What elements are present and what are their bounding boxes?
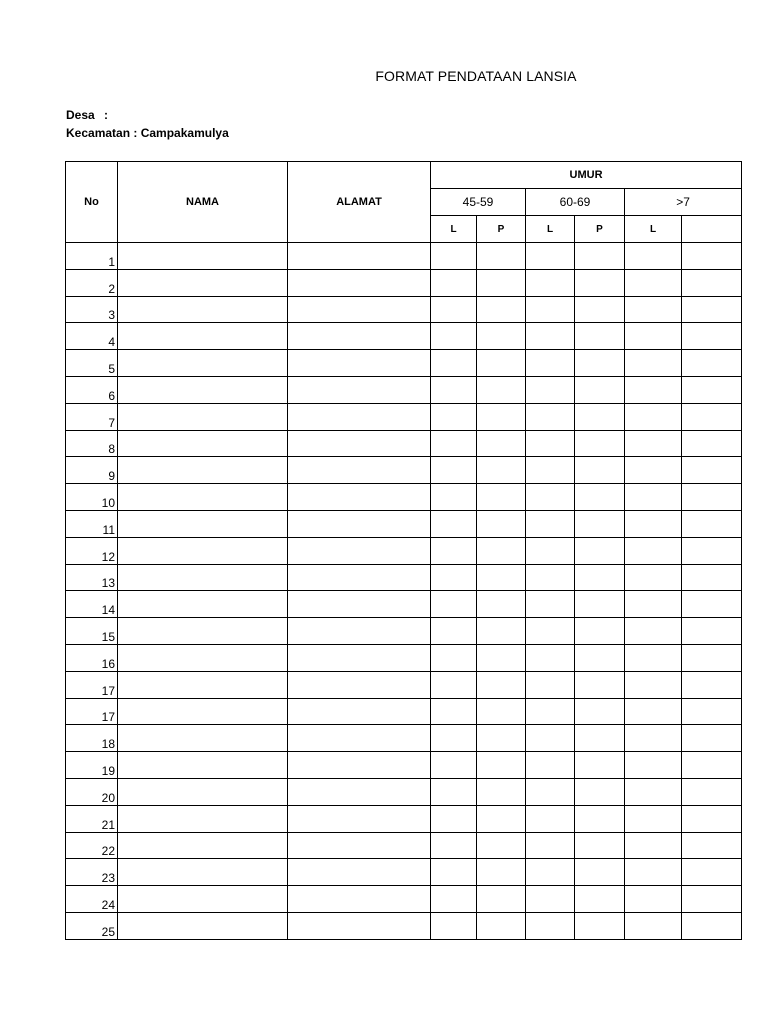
cell-70-p[interactable]	[682, 269, 742, 296]
cell-alamat[interactable]	[288, 698, 431, 725]
cell-70-p[interactable]	[682, 698, 742, 725]
cell-70-l[interactable]	[625, 671, 682, 698]
cell-45-59-l[interactable]	[431, 591, 477, 618]
cell-70-p[interactable]	[682, 725, 742, 752]
cell-45-59-l[interactable]	[431, 243, 477, 270]
cell-45-59-p[interactable]	[477, 725, 526, 752]
cell-nama[interactable]	[118, 859, 288, 886]
cell-nama[interactable]	[118, 725, 288, 752]
cell-60-69-l[interactable]	[526, 430, 575, 457]
cell-nama[interactable]	[118, 644, 288, 671]
cell-alamat[interactable]	[288, 564, 431, 591]
cell-alamat[interactable]	[288, 859, 431, 886]
row-number: 24	[66, 886, 118, 913]
row-number: 9	[66, 457, 118, 484]
cell-45-59-p[interactable]	[477, 403, 526, 430]
cell-alamat[interactable]	[288, 510, 431, 537]
table-row	[66, 564, 742, 591]
cell-70-p[interactable]	[682, 859, 742, 886]
table-row	[66, 269, 742, 296]
cell-45-59-l[interactable]	[431, 618, 477, 645]
cell-nama[interactable]	[118, 778, 288, 805]
cell-60-69-p[interactable]	[575, 778, 625, 805]
cell-60-69-l[interactable]	[526, 832, 575, 859]
row-number: 20	[66, 778, 118, 805]
cell-alamat[interactable]	[288, 832, 431, 859]
cell-alamat[interactable]	[288, 752, 431, 779]
cell-60-69-l[interactable]	[526, 752, 575, 779]
desa-line	[66, 108, 108, 122]
cell-nama[interactable]	[118, 430, 288, 457]
cell-60-69-l[interactable]	[526, 644, 575, 671]
cell-70-l[interactable]	[625, 618, 682, 645]
cell-70-l[interactable]	[625, 323, 682, 350]
cell-60-69-p[interactable]	[575, 376, 625, 403]
cell-alamat[interactable]	[288, 805, 431, 832]
cell-nama[interactable]	[118, 698, 288, 725]
cell-60-69-l[interactable]	[526, 805, 575, 832]
header-umur: UMUR	[431, 162, 742, 189]
cell-70-p[interactable]	[682, 243, 742, 270]
cell-45-59-p[interactable]	[477, 778, 526, 805]
table-row	[66, 376, 742, 403]
cell-nama[interactable]	[118, 403, 288, 430]
cell-45-59-p[interactable]	[477, 296, 526, 323]
cell-45-59-p[interactable]	[477, 886, 526, 913]
data-sheet	[65, 161, 690, 939]
cell-60-69-p[interactable]	[575, 484, 625, 511]
cell-60-69-p[interactable]	[575, 805, 625, 832]
cell-70-p[interactable]	[682, 350, 742, 377]
table-row	[66, 912, 742, 939]
cell-70-p[interactable]	[682, 671, 742, 698]
cell-nama[interactable]	[118, 564, 288, 591]
table-row	[66, 457, 742, 484]
cell-60-69-l[interactable]	[526, 269, 575, 296]
row-number: 18	[66, 725, 118, 752]
row-number: 4	[66, 323, 118, 350]
cell-alamat[interactable]	[288, 912, 431, 939]
row-number: 14	[66, 591, 118, 618]
cell-60-69-p[interactable]	[575, 537, 625, 564]
cell-70-p[interactable]	[682, 296, 742, 323]
cell-45-59-p[interactable]	[477, 484, 526, 511]
cell-alamat[interactable]	[288, 376, 431, 403]
cell-nama[interactable]	[118, 269, 288, 296]
cell-45-59-p[interactable]	[477, 671, 526, 698]
cell-70-l[interactable]	[625, 859, 682, 886]
row-number: 6	[66, 376, 118, 403]
row-number: 13	[66, 564, 118, 591]
cell-nama[interactable]	[118, 350, 288, 377]
header-age-70-plus: >7	[625, 189, 742, 216]
cell-45-59-l[interactable]	[431, 457, 477, 484]
cell-45-59-p[interactable]	[477, 564, 526, 591]
cell-60-69-p[interactable]	[575, 591, 625, 618]
cell-70-p[interactable]	[682, 644, 742, 671]
cell-60-69-p[interactable]	[575, 832, 625, 859]
cell-60-69-p[interactable]	[575, 752, 625, 779]
cell-45-59-p[interactable]	[477, 618, 526, 645]
table-row	[66, 484, 742, 511]
table-row	[66, 644, 742, 671]
cell-nama[interactable]	[118, 752, 288, 779]
cell-60-69-l[interactable]	[526, 886, 575, 913]
row-number: 22	[66, 832, 118, 859]
cell-alamat[interactable]	[288, 537, 431, 564]
cell-70-l[interactable]	[625, 886, 682, 913]
table-row	[66, 698, 742, 725]
cell-70-l[interactable]	[625, 430, 682, 457]
row-number: 7	[66, 403, 118, 430]
cell-nama[interactable]	[118, 457, 288, 484]
header-age-60-69: 60-69	[526, 189, 625, 216]
cell-60-69-p[interactable]	[575, 243, 625, 270]
cell-alamat[interactable]	[288, 243, 431, 270]
cell-70-p[interactable]	[682, 778, 742, 805]
cell-70-p[interactable]	[682, 832, 742, 859]
cell-60-69-p[interactable]	[575, 859, 625, 886]
cell-70-l[interactable]	[625, 591, 682, 618]
row-number: 12	[66, 537, 118, 564]
cell-nama[interactable]	[118, 591, 288, 618]
cell-45-59-p[interactable]	[477, 537, 526, 564]
cell-alamat[interactable]	[288, 350, 431, 377]
cell-nama[interactable]	[118, 243, 288, 270]
cell-70-l[interactable]	[625, 484, 682, 511]
cell-70-l[interactable]	[625, 912, 682, 939]
desa-separator: :	[104, 108, 108, 122]
kecamatan-value: Campakamulya	[140, 126, 229, 140]
cell-60-69-p[interactable]	[575, 886, 625, 913]
cell-45-59-p[interactable]	[477, 430, 526, 457]
cell-alamat[interactable]	[288, 323, 431, 350]
table-row	[66, 618, 742, 645]
table-row	[66, 403, 742, 430]
table-row	[66, 778, 742, 805]
cell-45-59-p[interactable]	[477, 350, 526, 377]
cell-45-59-l[interactable]	[431, 350, 477, 377]
cell-nama[interactable]	[118, 484, 288, 511]
cell-70-l[interactable]	[625, 243, 682, 270]
cell-60-69-l[interactable]	[526, 484, 575, 511]
cell-60-69-l[interactable]	[526, 510, 575, 537]
cell-alamat[interactable]	[288, 296, 431, 323]
cell-70-l[interactable]	[625, 752, 682, 779]
cell-60-69-p[interactable]	[575, 912, 625, 939]
cell-alamat[interactable]	[288, 591, 431, 618]
row-number: 23	[66, 859, 118, 886]
cell-45-59-l[interactable]	[431, 778, 477, 805]
cell-60-69-l[interactable]	[526, 698, 575, 725]
cell-70-p[interactable]	[682, 484, 742, 511]
cell-nama[interactable]	[118, 376, 288, 403]
cell-45-59-l[interactable]	[431, 644, 477, 671]
cell-nama[interactable]	[118, 886, 288, 913]
cell-70-l[interactable]	[625, 644, 682, 671]
cell-45-59-p[interactable]	[477, 510, 526, 537]
desa-label: Desa	[66, 108, 95, 122]
cell-45-59-l[interactable]	[431, 564, 477, 591]
cell-70-l[interactable]	[625, 832, 682, 859]
row-number: 17	[66, 698, 118, 725]
cell-alamat[interactable]	[288, 430, 431, 457]
cell-60-69-p[interactable]	[575, 510, 625, 537]
cell-70-p[interactable]	[682, 537, 742, 564]
cell-45-59-l[interactable]	[431, 537, 477, 564]
cell-45-59-l[interactable]	[431, 805, 477, 832]
cell-60-69-p[interactable]	[575, 269, 625, 296]
cell-70-l[interactable]	[625, 510, 682, 537]
cell-70-p[interactable]	[682, 510, 742, 537]
cell-60-69-l[interactable]	[526, 618, 575, 645]
cell-45-59-p[interactable]	[477, 323, 526, 350]
cell-60-69-l[interactable]	[526, 778, 575, 805]
cell-60-69-l[interactable]	[526, 457, 575, 484]
cell-45-59-l[interactable]	[431, 859, 477, 886]
cell-45-59-l[interactable]	[431, 698, 477, 725]
cell-70-l[interactable]	[625, 269, 682, 296]
cell-45-59-l[interactable]	[431, 269, 477, 296]
cell-45-59-p[interactable]	[477, 457, 526, 484]
cell-70-p[interactable]	[682, 323, 742, 350]
cell-nama[interactable]	[118, 510, 288, 537]
cell-60-69-p[interactable]	[575, 296, 625, 323]
cell-70-p[interactable]	[682, 886, 742, 913]
header-sex-l: L	[431, 216, 477, 243]
cell-70-l[interactable]	[625, 296, 682, 323]
cell-45-59-l[interactable]	[431, 296, 477, 323]
row-number: 25	[66, 912, 118, 939]
kecamatan-label: Kecamatan :	[66, 126, 138, 140]
row-number: 21	[66, 805, 118, 832]
cell-70-l[interactable]	[625, 698, 682, 725]
header-sex-l: L	[625, 216, 682, 243]
table-row	[66, 430, 742, 457]
cell-45-59-p[interactable]	[477, 752, 526, 779]
cell-60-69-l[interactable]	[526, 591, 575, 618]
table-row	[66, 243, 742, 270]
cell-70-l[interactable]	[625, 403, 682, 430]
header-sex-l: L	[526, 216, 575, 243]
cell-alamat[interactable]	[288, 269, 431, 296]
cell-45-59-l[interactable]	[431, 376, 477, 403]
cell-70-l[interactable]	[625, 778, 682, 805]
row-number: 5	[66, 350, 118, 377]
row-number: 11	[66, 510, 118, 537]
row-number: 15	[66, 618, 118, 645]
cell-70-p[interactable]	[682, 403, 742, 430]
cell-60-69-p[interactable]	[575, 403, 625, 430]
row-number: 3	[66, 296, 118, 323]
cell-nama[interactable]	[118, 537, 288, 564]
cell-45-59-l[interactable]	[431, 912, 477, 939]
cell-60-69-p[interactable]	[575, 430, 625, 457]
table-row	[66, 537, 742, 564]
cell-60-69-p[interactable]	[575, 350, 625, 377]
cell-60-69-l[interactable]	[526, 296, 575, 323]
table-row	[66, 886, 742, 913]
cell-70-p[interactable]	[682, 430, 742, 457]
cell-70-p[interactable]	[682, 457, 742, 484]
cell-60-69-p[interactable]	[575, 457, 625, 484]
cell-45-59-p[interactable]	[477, 805, 526, 832]
cell-45-59-l[interactable]	[431, 510, 477, 537]
table-row	[66, 859, 742, 886]
cell-60-69-p[interactable]	[575, 698, 625, 725]
table-row	[66, 752, 742, 779]
cell-60-69-l[interactable]	[526, 537, 575, 564]
cell-alamat[interactable]	[288, 886, 431, 913]
cell-45-59-p[interactable]	[477, 243, 526, 270]
cell-45-59-l[interactable]	[431, 832, 477, 859]
cell-45-59-l[interactable]	[431, 752, 477, 779]
table-row	[66, 350, 742, 377]
cell-60-69-l[interactable]	[526, 243, 575, 270]
cell-nama[interactable]	[118, 832, 288, 859]
cell-alamat[interactable]	[288, 403, 431, 430]
cell-alamat[interactable]	[288, 457, 431, 484]
cell-45-59-l[interactable]	[431, 886, 477, 913]
cell-60-69-p[interactable]	[575, 725, 625, 752]
cell-60-69-l[interactable]	[526, 376, 575, 403]
cell-45-59-p[interactable]	[477, 832, 526, 859]
cell-45-59-p[interactable]	[477, 644, 526, 671]
cell-60-69-p[interactable]	[575, 618, 625, 645]
lansia-table	[65, 161, 742, 940]
cell-45-59-p[interactable]	[477, 376, 526, 403]
cell-70-l[interactable]	[625, 805, 682, 832]
cell-70-p[interactable]	[682, 912, 742, 939]
table-row	[66, 805, 742, 832]
cell-70-l[interactable]	[625, 457, 682, 484]
cell-45-59-l[interactable]	[431, 323, 477, 350]
cell-nama[interactable]	[118, 296, 288, 323]
cell-45-59-l[interactable]	[431, 725, 477, 752]
cell-60-69-l[interactable]	[526, 725, 575, 752]
table-row	[66, 510, 742, 537]
cell-alamat[interactable]	[288, 644, 431, 671]
cell-45-59-l[interactable]	[431, 671, 477, 698]
table-row	[66, 591, 742, 618]
header-alamat: ALAMAT	[288, 162, 431, 243]
cell-70-l[interactable]	[625, 376, 682, 403]
row-number: 8	[66, 430, 118, 457]
table-body	[66, 243, 742, 940]
cell-60-69-l[interactable]	[526, 350, 575, 377]
row-number: 10	[66, 484, 118, 511]
row-number: 19	[66, 752, 118, 779]
cell-70-p[interactable]	[682, 618, 742, 645]
cell-45-59-p[interactable]	[477, 591, 526, 618]
cell-70-l[interactable]	[625, 537, 682, 564]
cell-nama[interactable]	[118, 671, 288, 698]
cell-alamat[interactable]	[288, 778, 431, 805]
cell-nama[interactable]	[118, 912, 288, 939]
row-number: 16	[66, 644, 118, 671]
cell-nama[interactable]	[118, 618, 288, 645]
row-number: 17	[66, 671, 118, 698]
header-sex-p: P	[477, 216, 526, 243]
header-nama: NAMA	[118, 162, 288, 243]
cell-60-69-l[interactable]	[526, 564, 575, 591]
cell-nama[interactable]	[118, 323, 288, 350]
cell-70-p[interactable]	[682, 752, 742, 779]
table-row	[66, 725, 742, 752]
page-title: FORMAT PENDATAAN LANSIA	[375, 68, 577, 84]
header-sex-p: P	[575, 216, 625, 243]
table-row	[66, 671, 742, 698]
cell-70-p[interactable]	[682, 805, 742, 832]
table-row	[66, 296, 742, 323]
cell-60-69-l[interactable]	[526, 912, 575, 939]
cell-45-59-p[interactable]	[477, 698, 526, 725]
cell-60-69-l[interactable]	[526, 323, 575, 350]
cell-45-59-p[interactable]	[477, 269, 526, 296]
cell-70-l[interactable]	[625, 350, 682, 377]
cell-60-69-p[interactable]	[575, 564, 625, 591]
cell-60-69-l[interactable]	[526, 671, 575, 698]
cell-70-p[interactable]	[682, 376, 742, 403]
row-number: 1	[66, 243, 118, 270]
cell-alamat[interactable]	[288, 725, 431, 752]
table-row	[66, 323, 742, 350]
header-no: No	[66, 162, 118, 243]
cell-nama[interactable]	[118, 805, 288, 832]
cell-60-69-p[interactable]	[575, 323, 625, 350]
kecamatan-line	[66, 126, 229, 140]
cell-45-59-l[interactable]	[431, 484, 477, 511]
row-number: 2	[66, 269, 118, 296]
header-age-45-59: 45-59	[431, 189, 526, 216]
cell-70-l[interactable]	[625, 725, 682, 752]
cell-45-59-l[interactable]	[431, 403, 477, 430]
cell-70-p[interactable]	[682, 591, 742, 618]
cell-70-l[interactable]	[625, 564, 682, 591]
cell-70-p[interactable]	[682, 564, 742, 591]
cell-60-69-p[interactable]	[575, 671, 625, 698]
cell-60-69-p[interactable]	[575, 644, 625, 671]
cell-45-59-l[interactable]	[431, 430, 477, 457]
cell-60-69-l[interactable]	[526, 403, 575, 430]
cell-alamat[interactable]	[288, 484, 431, 511]
header-sex-p	[682, 216, 742, 243]
cell-60-69-l[interactable]	[526, 859, 575, 886]
cell-45-59-p[interactable]	[477, 859, 526, 886]
table-row	[66, 832, 742, 859]
cell-alamat[interactable]	[288, 618, 431, 645]
cell-45-59-p[interactable]	[477, 912, 526, 939]
cell-alamat[interactable]	[288, 671, 431, 698]
